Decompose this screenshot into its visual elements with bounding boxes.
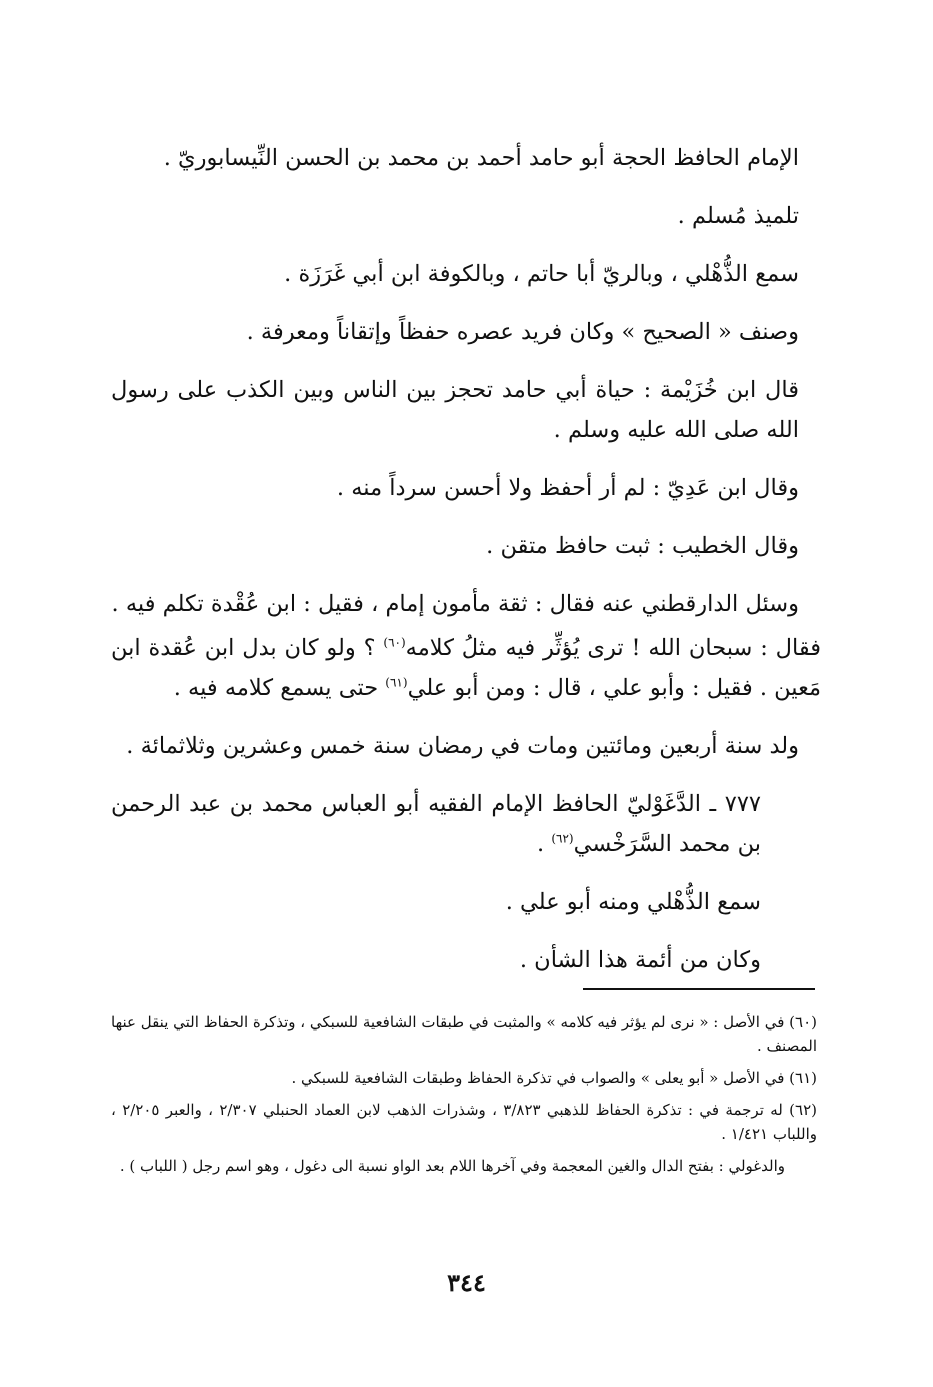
- entry-777-heading: [111, 784, 821, 864]
- ibn-adi-quote: وقال ابن عَدِيّ : لم أر أحفظ ولا أحسن سرداً منه .: [336, 475, 799, 501]
- teachers-line: سمع الذُّهْلي ، وبالريّ أبا حاتم ، وبالكوفة ابن أبي غَرَزَة .: [284, 261, 799, 287]
- footnote-ref-60: (٦٠): [383, 635, 406, 650]
- student-of-line: تلميذ مُسلم .: [677, 203, 799, 229]
- entry-777: [111, 784, 821, 980]
- footnote-61: (٦١) في الأصل « أبو يعلى » والصواب في تذكرة الحفاظ وطبقات الشافعية للسبكي .: [291, 1069, 817, 1087]
- footnote-separator: [583, 988, 815, 990]
- page-number: ٣٤٤: [447, 1268, 486, 1297]
- daraqutni-answer-part1: فقال : سبحان الله ! ترى يُؤثِّر فيه مثلُ كلامه: [405, 635, 821, 661]
- footnote-ref-62: (٦٢): [551, 831, 574, 846]
- footnote-60: (٦٠) في الأصل : « نرى لم يؤثر فيه كلامه » والمثبت في طبقات الشافعية للسبكي ، وتذكرة الحفاظ التي ينقل عنها المصنف .: [111, 1013, 817, 1055]
- footnote-ref-61: (٦١): [385, 675, 408, 690]
- ibn-khuzayma-quote: قال ابن خُزَيْمة : حياة أبي حامد تحجز بين الناس وبين الكذب على رسول الله صلى الله عليه وسلم .: [111, 377, 799, 443]
- daraqutni-answer: [111, 628, 821, 708]
- entry-777-text: ٧٧٧ ـ الدَّغَوْليّ الحافظ الإمام الفقيه أبو العباس محمد بن عبد الرحمن بن محمد السَّرَخْسي: [111, 791, 761, 857]
- entry-777-end: .: [537, 831, 552, 857]
- bio-heading-line: الإمام الحافظ الحجة أبو حامد أحمد بن محمد بن الحسن النِّيسابوريّ .: [163, 145, 799, 171]
- works-line: وصنف « الصحيح » وكان فريد عصره حفظاً وإتقاناً ومعرفة .: [246, 319, 799, 345]
- khatib-quote: وقال الخطيب : ثبت حافظ متقن .: [486, 533, 799, 559]
- daraqutni-question: وسئل الدارقطني عنه فقال : ثقة مأمون إمام ، فقيل : ابن عُقْدة تكلم فيه .: [111, 591, 799, 617]
- footnote-62-continuation: والدغولي : بفتح الدال والغين المعجمة وفي آخرها اللام بعد الواو نسبة الى دغول ، وهو اسم رجل ( اللباب ) .: [119, 1157, 785, 1175]
- birth-death-line: ولد سنة أربعين ومائتين ومات في رمضان سنة خمس وعشرين وثلاثمائة .: [126, 733, 799, 759]
- entry-777-standing: وكان من أئمة هذا الشأن .: [519, 947, 761, 973]
- main-text: [111, 138, 821, 998]
- daraqutni-answer-part2: ؟ ولو كان بدل ابن عُقدة ابن مَعين . فقيل : وأبو علي ، قال : ومن أبو علي: [111, 635, 821, 701]
- entry-777-teachers: سمع الذُّهْلي ومنه أبو علي .: [505, 889, 761, 915]
- footnotes: [111, 1010, 817, 1186]
- footnote-62: (٦٢) له ترجمة في : تذكرة الحفاظ للذهبي ٣/٨٢٣ ، وشذرات الذهب لابن العماد الحنبلي ٢/٣٠٧ ، والعبر ٢/٢٠٥ ، واللباب ١/٤٢١ .: [111, 1101, 817, 1143]
- daraqutni-answer-part3: حتى يسمع كلامه فيه .: [173, 675, 386, 701]
